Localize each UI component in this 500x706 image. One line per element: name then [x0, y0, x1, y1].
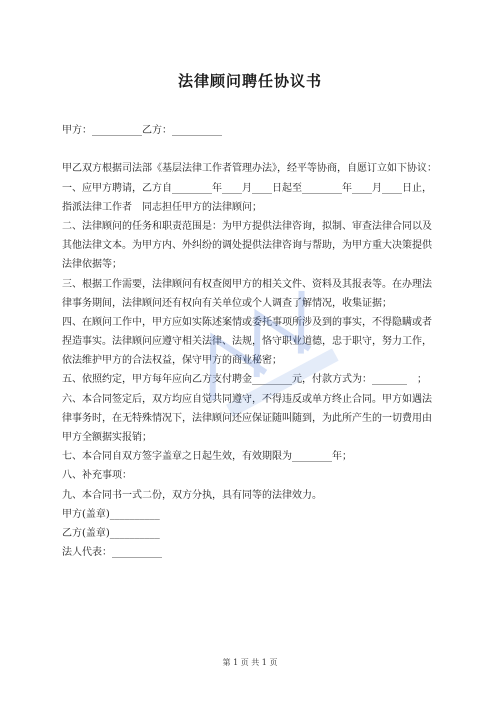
clause-9: 九、本合同书一式二份，双方分执，具有同等的法律效力。	[62, 489, 322, 501]
clause-6-line-3: 甲方全额据实报销；	[62, 432, 152, 443]
party-line: 甲方：__________乙方：__________	[62, 125, 222, 136]
clause-2-line-1: 二、法律顾问的任务和职责范围是：为甲方提供法律咨询，拟制、审查法律合同以及	[62, 220, 432, 232]
preamble: 甲乙双方根据司法部《基层法律工作者管理办法》，经平等协商，自愿订立如下协议：	[62, 163, 437, 175]
clause-3-line-1: 三、根据工作需要，法律顾问有权查阅甲方的相关文件、资料及其报表等。在办理法	[62, 278, 432, 290]
clause-1-line-2: 指派法律工作者 同志担任甲方的法律顾问；	[62, 201, 262, 213]
document-title: 法律顾问聘任协议书	[177, 72, 322, 90]
clause-2-line-2: 其他法律文本。为甲方内、外纠纷的调处提供法律咨询与帮助，为甲方重大决策提供	[62, 240, 432, 252]
page-footer: 第 1 页 共 1 页	[222, 658, 278, 667]
clause-4-line-2: 捏造事实。法律顾问应遵守相关法律、法规，恪守职业道德，忠于职守，努力工作，	[62, 336, 432, 348]
clause-8: 八、补充事项：	[62, 470, 132, 482]
clause-7: 七、本合同自双方签字盖章之日起生效，有效期限为________年；	[62, 451, 352, 463]
party-b-seal-line: 乙方(盖章)__________	[62, 527, 160, 539]
clause-6-line-1: 六、本合同签定后，双方均应自觉共同遵守，不得违反或单方终止合同。甲方如遇法	[62, 393, 432, 405]
party-a-seal-line: 甲方(盖章)__________	[62, 508, 160, 520]
clause-2-line-3: 法律依据等；	[62, 259, 122, 271]
legal-representative-line: 法人代表：__________	[62, 547, 162, 559]
clause-3-line-2: 律事务期间，法律顾问还有权向有关单位或个人调查了解情况，收集证据；	[62, 297, 392, 309]
clause-4-line-1: 四、在顾问工作中，甲方应如实陈述案情或委托事项所涉及到的事实，不得隐瞒或者	[62, 316, 432, 328]
document-body	[62, 121, 442, 562]
clause-5: 五、依照约定，甲方每年应向乙方支付聘金________元，付款方式为：_______ ；	[62, 374, 427, 386]
blank-line	[62, 140, 442, 159]
clause-1-line-1: 一、应甲方聘请，乙方自________年____月____日起至________年____月____日止，	[62, 182, 432, 194]
clause-4-line-3: 依法维护甲方的合法权益，保守甲方的商业秘密；	[62, 355, 282, 367]
clause-6-line-2: 律事务时，在无特殊情况下，法律顾问还应保证随叫随到，为此所产生的一切费用由	[62, 412, 432, 424]
